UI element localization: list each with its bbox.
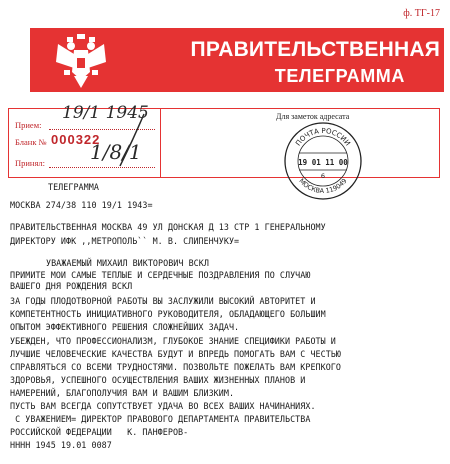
handwritten-stroke <box>112 110 152 170</box>
body-line: ОПЫТОМ ЭФФЕКТИВНОГО РЕШЕНИЯ СЛОЖНЕЙШИХ ЗАДАЧ. <box>10 322 240 332</box>
body-line: ВАШЕГО ДНЯ РОЖДЕНИЯ ВСКЛ <box>10 281 133 291</box>
stamp-date: 19 01 11 00 <box>298 158 348 167</box>
address-line: ДИРЕКТОРУ ИФК ,,МЕТРОПОЛЬ`` М. В. СЛИПЕНЧУКУ= <box>10 236 240 246</box>
accept-label: Принял: <box>15 158 45 168</box>
blank-number: 000322 <box>51 132 101 147</box>
body-line: НАМЕРЕНИЙ, БЛАГОПОЛУЧИЯ ВАМ И ВАШИМ БЛИЗКИМ. <box>10 388 235 398</box>
received-label: Прием: <box>15 120 42 130</box>
body-line: ЛУЧШИЕ ЧЕЛОВЕЧЕСКИЕ КАЧЕСТВА БУДУТ И ВПРЕДЬ ПОМОГАТЬ ВАМ С ЧЕСТЬЮ <box>10 349 341 359</box>
postal-stamp-icon <box>282 120 364 202</box>
body-line: ПРИМИТЕ МОИ САМЫЕ ТЕПЛЫЕ И СЕРДЕЧНЫЕ ПОЗДРАВЛЕНИЯ ПО СЛУЧАЮ <box>10 270 311 280</box>
signature-line: РОССИЙСКОЙ ФЕДЕРАЦИИ К. ПАНФЕРОВ- <box>10 427 189 437</box>
body-line: ПУСТЬ ВАМ ВСЕГДА СОПУТСТВУЕТ УДАЧА ВО ВСЕХ ВАШИХ НАЧИНАНИЯХ. <box>10 401 316 411</box>
body-line: УБЕЖДЕН, ЧТО ПРОФЕССИОНАЛИЗМ, ГЛУБОКОЕ ЗНАНИЕ СПЕЦИФИКИ РАБОТЫ И <box>10 336 336 346</box>
salutation: УВАЖАЕМЫЙ МИХАИЛ ВИКТОРОВИЧ ВСКЛ <box>46 258 209 268</box>
address-line: ПРАВИТЕЛЬСТВЕННАЯ МОСКВА 49 УЛ ДОНСКАЯ Д 13 СТР 1 ГЕНЕРАЛЬНОМУ <box>10 222 326 232</box>
stamp-bottom-text: МОСКВА 119049 <box>297 176 349 196</box>
svg-text:ПОЧТА РОССИИ <box>294 127 351 147</box>
stamp-top-text: ПОЧТА РОССИИ <box>294 126 352 148</box>
body-line: ЗА ГОДЫ ПЛОДОТВОРНОЙ РАБОТЫ ВЫ ЗАСЛУЖИЛИ ВЫСОКИЙ АВТОРИТЕТ И <box>10 296 316 306</box>
signature-line: С УВАЖЕНИЕМ= ДИРЕКТОР ПРАВОВОГО ДЕПАРТАМЕНТА ПРАВИТЕЛЬСТВА <box>10 414 311 424</box>
signature-line: НННН 1945 19.01 0087 <box>10 440 112 450</box>
coat-of-arms-icon <box>52 32 110 90</box>
body-line: КОМПЕТЕНТНОСТЬ ИНИЦИАТИВНОГО РУКОВОДИТЕЛЯ, ОБЛАДАЮЩЕГО БОЛЬШИМ <box>10 309 326 319</box>
title-telegram: ТЕЛЕГРАММА <box>274 66 405 86</box>
body-line: ЗДОРОВЬЯ, УСПЕШНОГО ОСУЩЕСТВЛЕНИЯ ВАШИХ ЖИЗНЕННЫХ ПЛАНОВ И <box>10 375 306 385</box>
handwritten-received: 19/1 1945 <box>62 103 149 123</box>
handwritten-accept: 1/8/1 <box>90 140 142 164</box>
service-line: МОСКВА 274/38 110 19/1 1943= <box>10 200 153 210</box>
body-line: СПРАВЛЯТЬСЯ СО ВСЕМИ ТРУДНОСТЯМИ. ПОЗВОЛЬТЕ ПОЖЕЛАТЬ ВАМ КРЕПКОГО <box>10 362 341 372</box>
telegram-type-label: ТЕЛЕГРАММА <box>48 182 99 192</box>
form-code: ф. ТГ-17 <box>403 8 440 19</box>
blank-label: Бланк № <box>15 137 47 147</box>
title-government: ПРАВИТЕЛЬСТВЕННАЯ <box>190 38 440 61</box>
notes-label: Для заметок адресата <box>276 112 350 121</box>
stamp-number: 6 <box>320 172 326 180</box>
